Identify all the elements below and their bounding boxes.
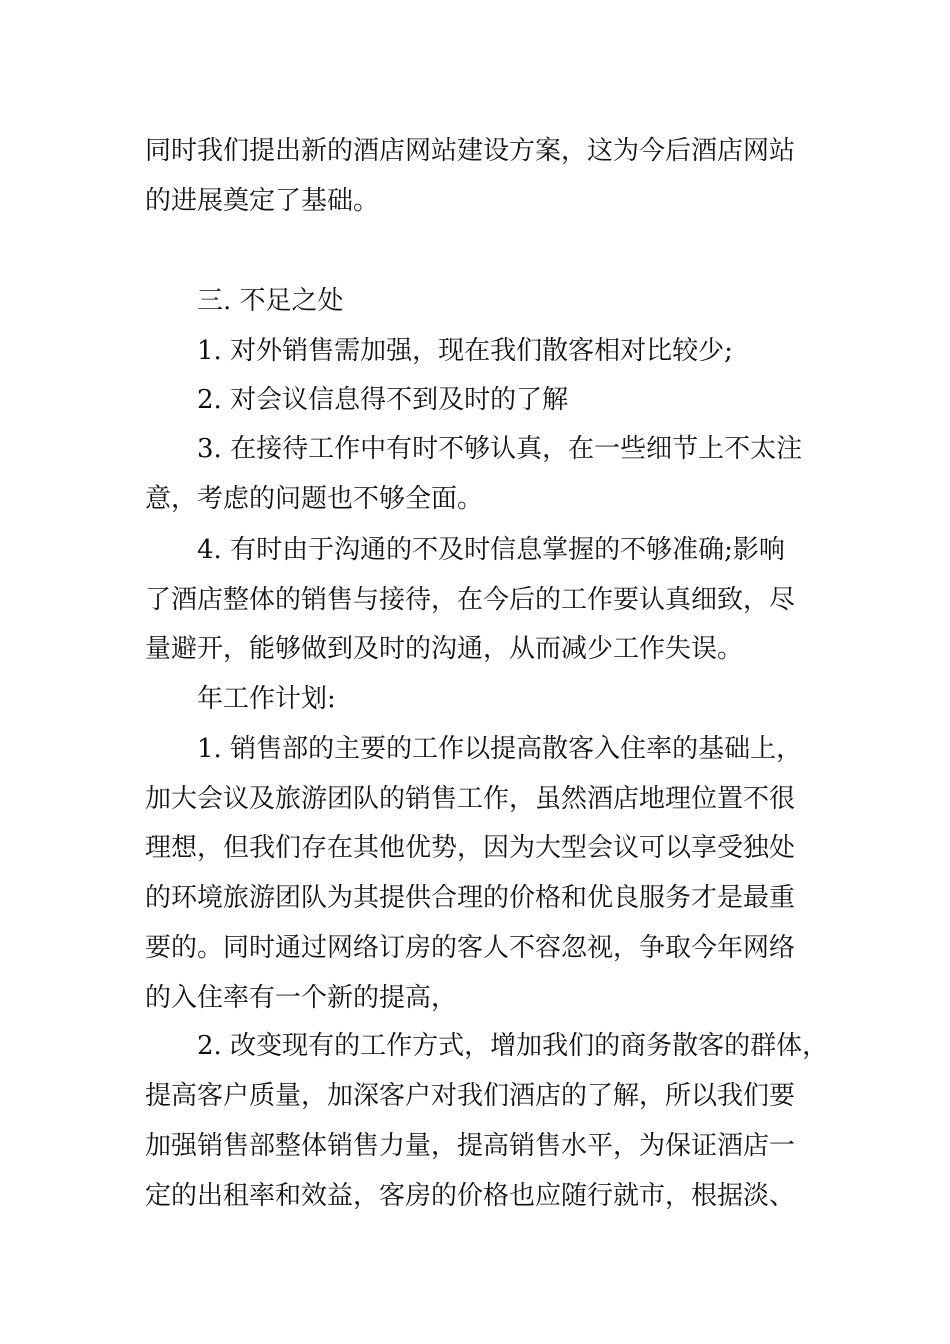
text-line: 加强销售部整体销售力量，提高销售水平，为保证酒店一 <box>145 1131 796 1161</box>
text-line: 1. 销售部的主要的工作以提高散客入住率的基础上， <box>197 734 803 764</box>
text-line: 提高客户质量，加深客户对我们酒店的了解，所以我们要 <box>145 1081 796 1111</box>
text-line: 同时我们提出新的酒店网站建设方案，这为今后酒店网站 <box>145 136 796 166</box>
text-line: 2. 改变现有的工作方式，增加我们的商务散客的群体， <box>197 1031 829 1061</box>
text-line: 加大会议及旅游团队的销售工作，虽然酒店地理位置不很 <box>145 784 796 814</box>
text-line: 4. 有时由于沟通的不及时信息掌握的不够准确;影响 <box>197 535 785 565</box>
text-line: 意，考虑的问题也不够全面。 <box>145 484 484 514</box>
text-line: 理想，但我们存在其他优势，因为大型会议可以享受独处 <box>145 833 796 863</box>
text-line: 1. 对外销售需加强，现在我们散客相对比较少; <box>197 336 733 366</box>
text-line: 2. 对会议信息得不到及时的了解 <box>197 385 569 415</box>
text-line: 了酒店整体的销售与接待，在今后的工作要认真细致，尽 <box>145 585 796 615</box>
text-line: 定的出租率和效益，客房的价格也应随行就市，根据淡、 <box>145 1181 796 1211</box>
text-line: 3. 在接待工作中有时不够认真，在一些细节上不太注 <box>197 434 803 464</box>
text-line: 的入住率有一个新的提高， <box>145 983 458 1013</box>
section-heading: 年工作计划: <box>197 684 336 714</box>
text-line: 的进展奠定了基础。 <box>145 186 380 216</box>
text-line: 要的。同时通过网络订房的客人不容忽视，争取今年网络 <box>145 933 796 963</box>
text-line: 量避开，能够做到及时的沟通，从而减少工作失误。 <box>145 634 744 664</box>
section-heading: 三. 不足之处 <box>197 286 344 316</box>
text-line: 的环境旅游团队为其提供合理的价格和优良服务才是最重 <box>145 883 796 913</box>
